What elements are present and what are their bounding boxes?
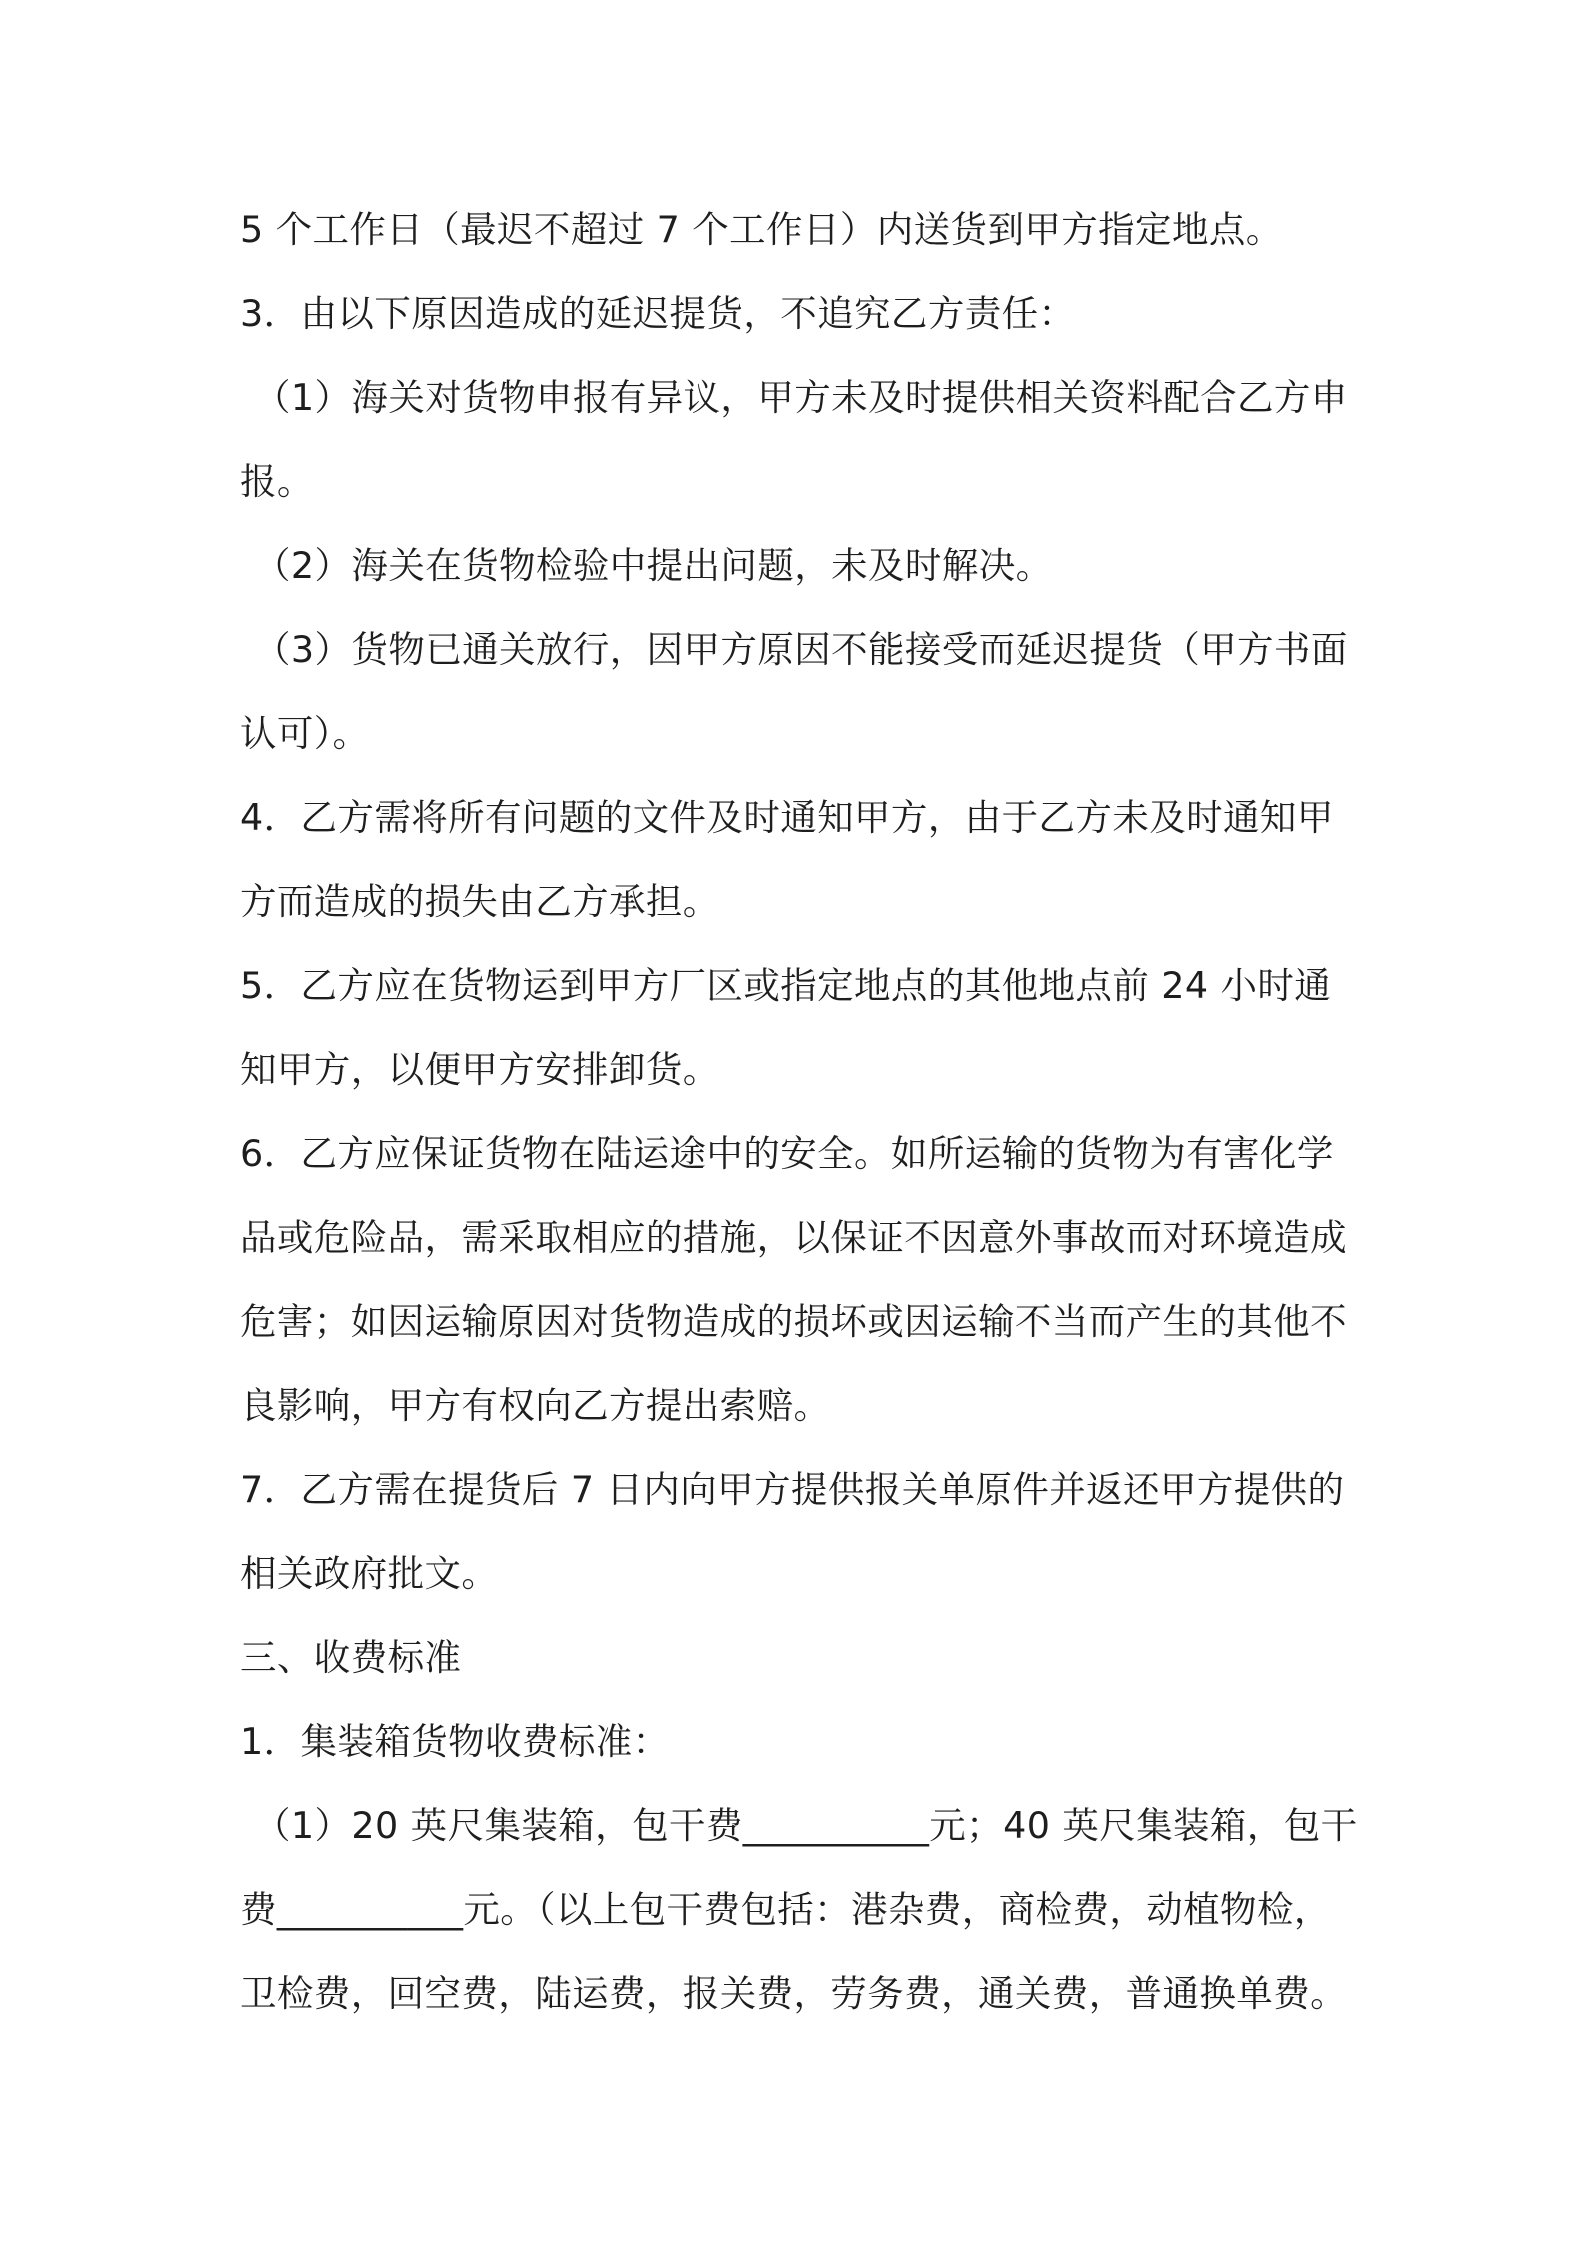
clause-3-item-2: （2）海关在货物检验中提出问题，未及时解决。: [254, 544, 1053, 587]
text-line: 良影响，甲方有权向乙方提出索赔。: [240, 1384, 831, 1427]
text-line: 5 个工作日（最迟不超过 7 个工作日）内送货到甲方指定地点。: [240, 208, 1283, 251]
text-line: 知甲方，以便甲方安排卸货。: [240, 1048, 720, 1091]
text-line: 报。: [240, 460, 314, 503]
clause-6: 6．乙方应保证货物在陆运途中的安全。如所运输的货物为有害化学: [240, 1132, 1334, 1175]
clause-3-item-3: （3）货物已通关放行，因甲方原因不能接受而延迟提货（甲方书面: [254, 628, 1348, 671]
clause-5: 5．乙方应在货物运到甲方厂区或指定地点的其他地点前 24 小时通: [240, 964, 1332, 1007]
text-line: 危害；如因运输原因对货物造成的损坏或因运输不当而产生的其他不: [240, 1300, 1347, 1343]
fee-clause-1-heading: 1．集装箱货物收费标准：: [240, 1720, 670, 1763]
fee-item-1: （1）20 英尺集装箱，包干费__________元；40 英尺集装箱，包干: [254, 1804, 1358, 1847]
clause-7: 7．乙方需在提货后 7 日内向甲方提供报关单原件并返还甲方提供的: [240, 1468, 1345, 1511]
clause-3-item-1: （1）海关对货物申报有异议，甲方未及时提供相关资料配合乙方申: [254, 376, 1348, 419]
text-line: 费__________元。（以上包干费包括：港杂费，商检费，动植物检，: [240, 1888, 1331, 1931]
clause-4: 4．乙方需将所有问题的文件及时通知甲方，由于乙方未及时通知甲: [240, 796, 1334, 839]
text-line: 方而造成的损失由乙方承担。: [240, 880, 720, 923]
text-line: 品或危险品，需采取相应的措施，以保证不因意外事故而对环境造成: [240, 1216, 1347, 1259]
clause-3-heading: 3．由以下原因造成的延迟提货，不追究乙方责任：: [240, 292, 1076, 335]
text-line: 卫检费，回空费，陆运费，报关费，劳务费，通关费，普通换单费。: [240, 1972, 1347, 2015]
section-3-heading: 三、收费标准: [240, 1636, 462, 1679]
text-line: 认可）。: [240, 712, 370, 755]
text-line: 相关政府批文。: [240, 1552, 499, 1595]
